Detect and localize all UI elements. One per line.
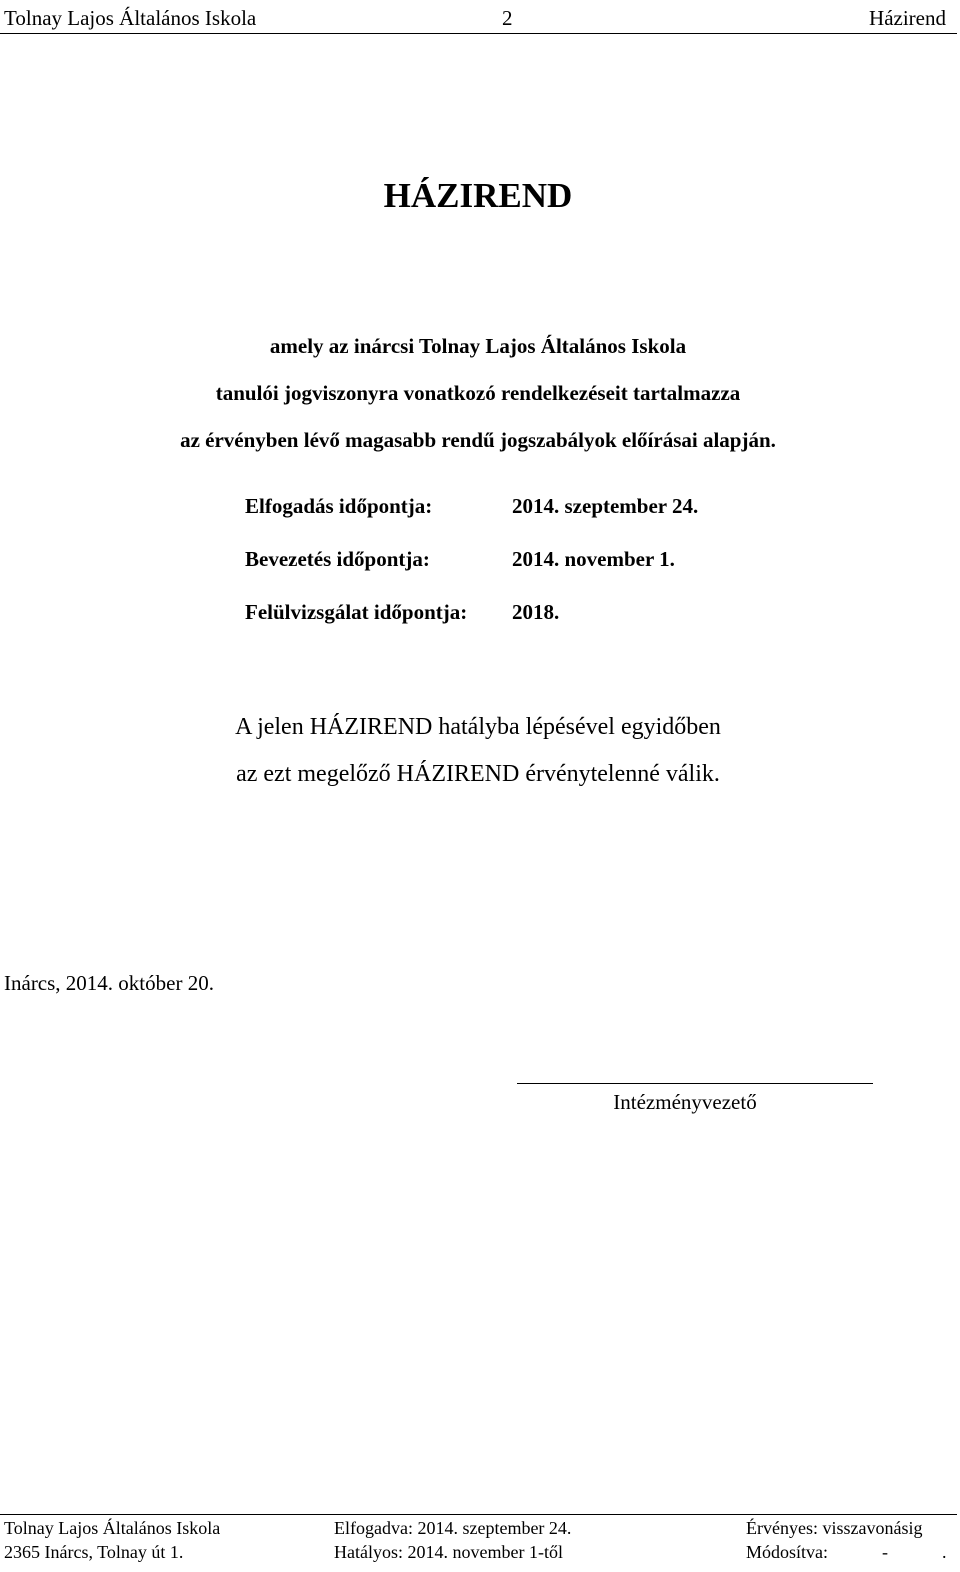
- signature-line: [517, 1083, 873, 1084]
- footer-modified-dash: -: [882, 1542, 888, 1562]
- footer-school-name: Tolnay Lajos Általános Iskola: [4, 1518, 221, 1538]
- header-document-name: Házirend: [869, 6, 946, 30]
- footer-accepted: Elfogadva: 2014. szeptember 24.: [334, 1518, 572, 1538]
- intro-block: [0, 323, 956, 464]
- notice-line: A jelen HÁZIREND hatályba lépésével egyidőben: [235, 714, 721, 740]
- footer-divider: [0, 1514, 957, 1515]
- footer-modified-dot: .: [942, 1542, 947, 1562]
- notice-line: az ezt megelőző HÁZIREND érvénytelenné válik.: [236, 761, 720, 787]
- header-page-number: 2: [502, 6, 513, 30]
- footer-effective: Hatályos: 2014. november 1-től: [334, 1542, 563, 1562]
- date-label: Felülvizsgálat időpontja:: [245, 600, 468, 624]
- date-value: 2014. szeptember 24.: [512, 494, 699, 518]
- date-value: 2018.: [512, 600, 560, 624]
- footer-modified-label: Módosítva:: [746, 1542, 829, 1562]
- intro-line: amely az inárcsi Tolnay Lajos Általános Iskola: [269, 334, 687, 358]
- place-and-date: Inárcs, 2014. október 20.: [4, 971, 214, 995]
- footer-address: 2365 Inárcs, Tolnay út 1.: [4, 1542, 184, 1562]
- document-title: HÁZIREND: [383, 176, 573, 215]
- date-label: Bevezetés időpontja:: [245, 547, 430, 571]
- header-school-name: Tolnay Lajos Általános Iskola: [4, 6, 257, 30]
- date-label: Elfogadás időpontja:: [245, 494, 433, 518]
- page-header: [4, 4, 946, 32]
- intro-line: tanulói jogviszonyra vonatkozó rendelkezéseit tartalmazza: [215, 381, 741, 405]
- date-value: 2014. november 1.: [512, 547, 675, 571]
- header-divider: [0, 33, 957, 34]
- intro-line: az érvényben lévő magasabb rendű jogszabályok előírásai alapján.: [180, 428, 776, 452]
- footer-valid: Érvényes: visszavonásig: [746, 1518, 923, 1538]
- signature-role: Intézményvezető: [613, 1090, 757, 1114]
- notice-block: [0, 704, 956, 798]
